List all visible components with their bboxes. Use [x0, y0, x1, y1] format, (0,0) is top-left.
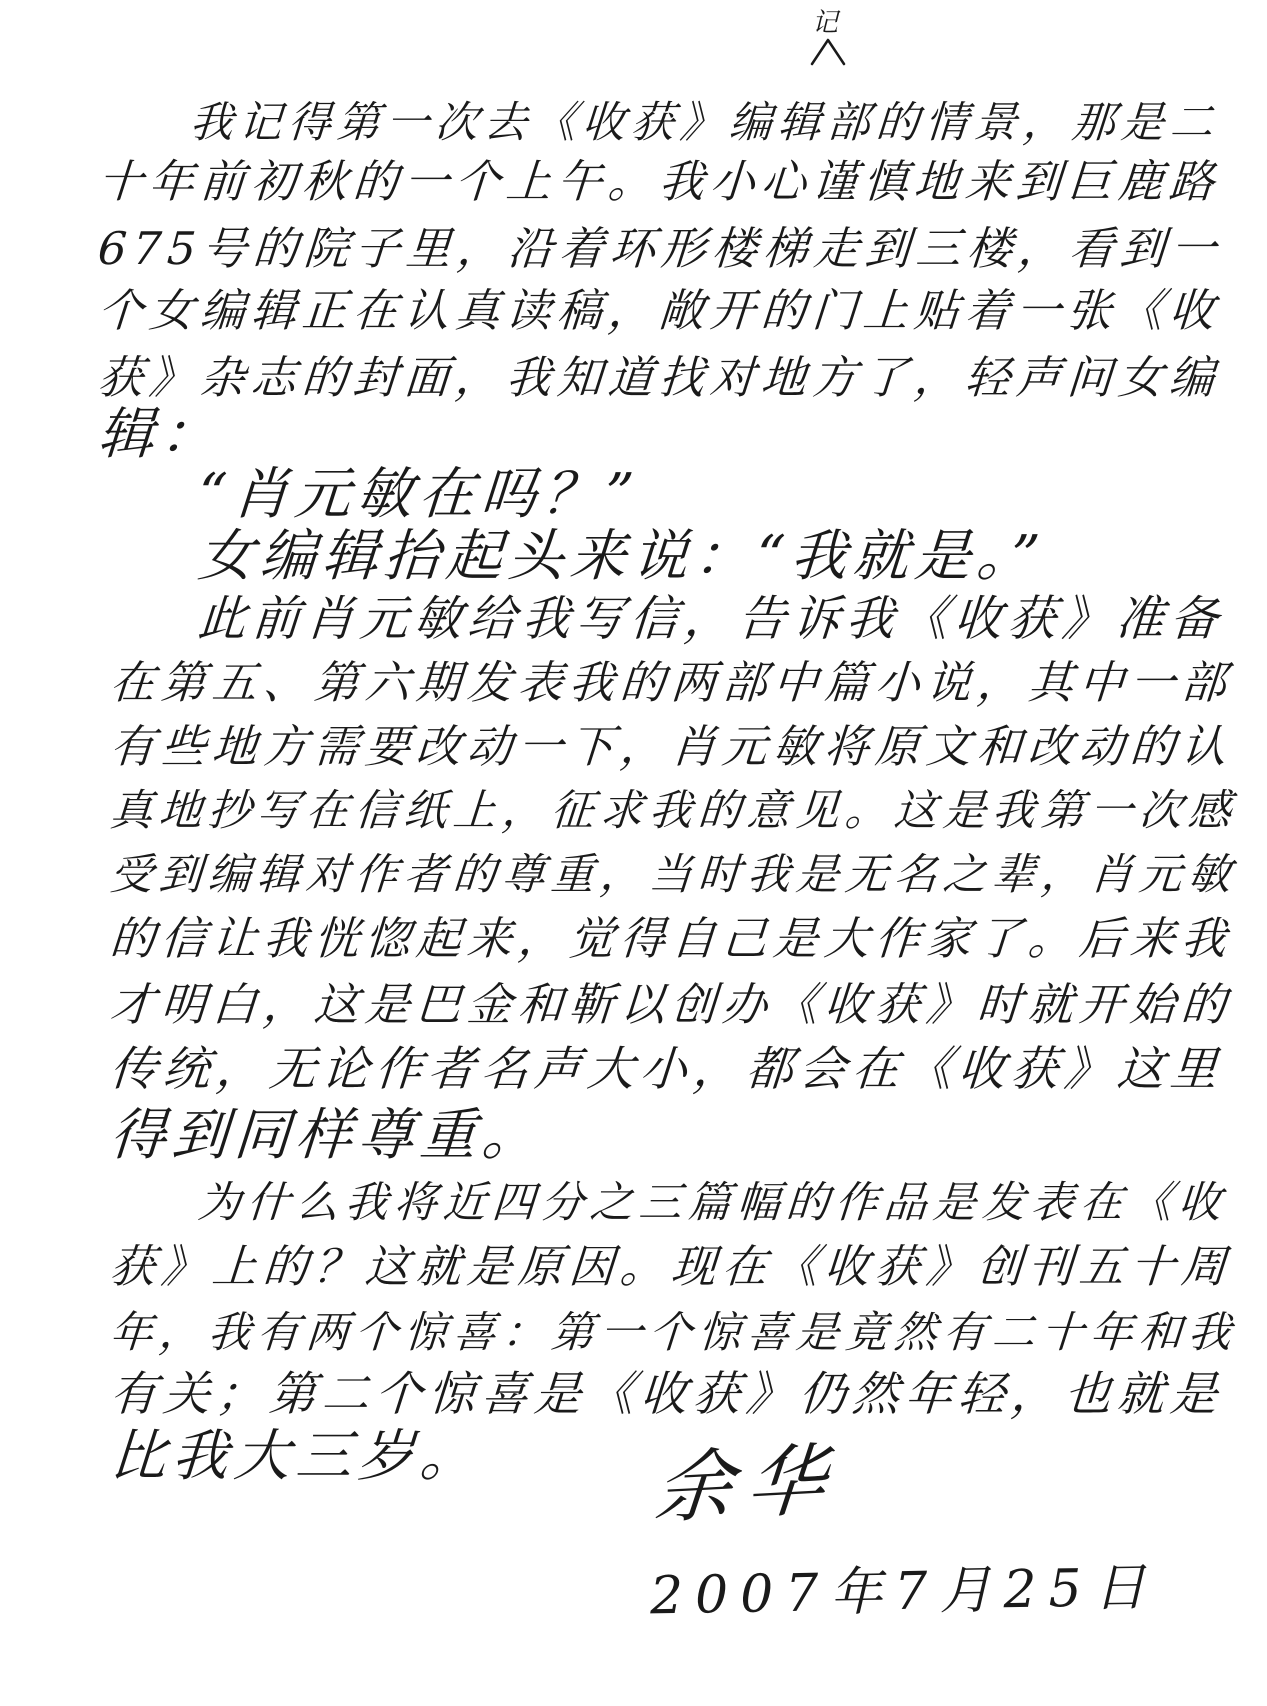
text-line: 才明白，这是巴金和靳以创办《收获》时就开始的 — [108, 978, 1234, 1031]
text-line: 传统，无论作者名声大小，都会在《收获》这里 — [108, 1042, 1225, 1097]
text-line: 的信让我恍惚起来，觉得自己是大作家了。后来我 — [108, 912, 1234, 965]
text-line: 十年前初秋的一个上午。我小心谨慎地来到巨鹿路 — [96, 155, 1222, 208]
text-line: 真地抄写在信纸上，征求我的意见。这是我第一次感 — [108, 786, 1239, 836]
text-line: 为什么我将近四分之三篇幅的作品是发表在《收 — [196, 1178, 1229, 1228]
text-line: 675号的院子里，沿着环形楼梯走到三楼，看到一 — [96, 222, 1224, 275]
signature-date: 2007年7月25日 — [649, 1557, 1159, 1627]
text-line: 我记得第一次去《收获》编辑部的情景，那是二 — [188, 98, 1221, 148]
text-line: 有关；第二个惊喜是《收获》仍然年轻，也就是 — [108, 1367, 1225, 1422]
caret-insertion-icon — [808, 36, 848, 66]
text-line: 在第五、第六期发表我的两部中篇小说，其中一部 — [108, 656, 1234, 709]
author-signature: 余华 — [651, 1434, 843, 1536]
text-line: 比我大三岁。 — [107, 1424, 485, 1489]
insertion-mark-text: 记 — [812, 8, 839, 38]
text-line: “肖元敏在吗？” — [195, 462, 642, 527]
text-line: 获》上的？这就是原因。现在《收获》创刊五十周 — [108, 1240, 1234, 1293]
text-line: 有些地方需要改动一下，肖元敏将原文和改动的认 — [108, 720, 1234, 773]
text-line: 年，我有两个惊喜：第一个惊喜是竟然有二十年和我 — [108, 1308, 1239, 1358]
text-line: 此前肖元敏给我写信，告诉我《收获》准备 — [196, 591, 1226, 647]
text-line: 受到编辑对作者的尊重，当时我是无名之辈，肖元敏 — [108, 850, 1239, 900]
text-line: 个女编辑正在认真读稿，敞开的门上贴着一张《收 — [96, 284, 1222, 337]
text-line: 得到同样尊重。 — [107, 1103, 547, 1168]
text-line: 女编辑抬起头来说：“我就是。” — [195, 524, 1048, 589]
text-line: 获》杂志的封面，我知道找对地方了，轻声问女编 — [96, 351, 1222, 404]
text-line: 辑： — [95, 402, 225, 467]
